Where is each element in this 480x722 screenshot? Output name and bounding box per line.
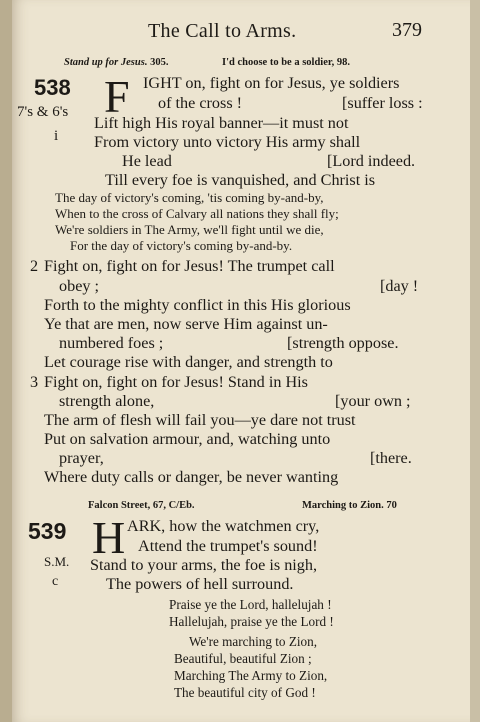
verse-3-line-2: strength alone, bbox=[59, 392, 155, 410]
hymn-539-chorus-4: The beautiful city of God ! bbox=[174, 685, 316, 700]
hymn-538-line-5-overflow: [Lord indeed. bbox=[327, 152, 416, 170]
verse-2-line-6: Let courage rise with danger, and strength to bbox=[44, 353, 333, 371]
hymn-539-line-3: Stand to your arms, the foe is nigh, bbox=[90, 556, 318, 574]
hymn-539-line-2: Attend the trumpet's sound! bbox=[138, 537, 318, 555]
hymn-539-line-4: The powers of hell surround. bbox=[106, 575, 294, 593]
hymn-538-marker: i bbox=[54, 128, 59, 144]
verse-3-line-1: Fight on, fight on for Jesus! Stand in His bbox=[44, 373, 308, 391]
verse-2-line-2: obey ; bbox=[59, 277, 100, 295]
hymn-538-line-3: Lift high His royal banner—it must not bbox=[94, 114, 349, 132]
hymnbook-page bbox=[12, 0, 470, 722]
verse-2-line-1: Fight on, fight on for Jesus! The trumpet call bbox=[44, 257, 335, 275]
hymn-539-dropcap: H bbox=[92, 512, 126, 563]
hymn-538-chorus-2: When to the cross of Calvary all nations they shall fly; bbox=[55, 206, 339, 221]
verse-3-line-2-overflow: [your own ; bbox=[335, 392, 411, 410]
book-gutter bbox=[0, 0, 12, 722]
cross-reference-left-number: 305. bbox=[150, 57, 169, 68]
hymn-539-meter: S.M. bbox=[44, 554, 70, 569]
running-title: The Call to Arms. bbox=[148, 20, 297, 42]
hymn-539-refrain-1: Praise ye the Lord, hallelujah ! bbox=[169, 597, 332, 612]
hymn-538-meter: 7's & 6's bbox=[17, 104, 69, 120]
hymn-538-line-2: of the cross ! bbox=[158, 94, 243, 112]
verse-3-line-4: Put on salvation armour, and, watching unto bbox=[44, 430, 331, 448]
hymn-538-line-2-overflow: [suffer loss : bbox=[342, 94, 423, 112]
hymn-538-dropcap: F bbox=[104, 71, 130, 122]
hymn-539-line-1: ARK, how the watchmen cry, bbox=[127, 517, 320, 535]
hymn-539-chorus-2: Beautiful, beautiful Zion ; bbox=[174, 651, 312, 666]
verse-2-line-2-overflow: [day ! bbox=[380, 277, 419, 295]
hymn-538-line-1: IGHT on, fight on for Jesus, ye soldiers bbox=[143, 74, 400, 92]
hymn-538-line-6: Till every foe is vanquished, and Christ is bbox=[105, 171, 376, 189]
hymn-538-chorus-3: We're soldiers in The Army, we'll fight until we die, bbox=[55, 222, 324, 237]
hymn-538-chorus-4: For the day of victory's coming by-and-by. bbox=[70, 238, 293, 253]
hymn-539-refrain-2: Hallelujah, praise ye the Lord ! bbox=[169, 614, 334, 629]
verse-3-line-5: prayer, bbox=[59, 449, 104, 467]
hymn-number-539: 539 bbox=[28, 518, 67, 544]
verse-3-line-3: The arm of flesh will fail you—ye dare not trust bbox=[44, 411, 356, 429]
cross-reference-left-title: Stand up for Jesus. bbox=[64, 57, 148, 68]
hymn-539-chorus-3: Marching The Army to Zion, bbox=[174, 668, 328, 683]
cross-reference-left bbox=[64, 57, 168, 68]
hymn-539-marker: c bbox=[52, 574, 59, 589]
hymn-539-chorus-1: We're marching to Zion, bbox=[189, 634, 318, 649]
verse-3-number: 3 bbox=[30, 373, 39, 391]
verse-2-line-5-overflow: [strength oppose. bbox=[287, 334, 399, 352]
verse-2-number: 2 bbox=[30, 257, 39, 275]
hymn-number-538: 538 bbox=[34, 75, 71, 100]
tune-reference-left: Falcon Street, 67, C/Eb. bbox=[88, 500, 195, 511]
hymn-538-chorus-1: The day of victory's coming, 'tis coming by-and-by, bbox=[55, 190, 324, 205]
page-number: 379 bbox=[392, 19, 422, 41]
verse-3-line-5-overflow: [there. bbox=[370, 449, 412, 467]
verse-3-line-6: Where duty calls or danger, be never wanting bbox=[44, 468, 339, 486]
cross-reference-right: I'd choose to be a soldier, 98. bbox=[222, 57, 350, 68]
verse-2-line-3: Forth to the mighty conflict in this His glorious bbox=[44, 296, 351, 314]
verse-2-line-5: numbered foes ; bbox=[59, 334, 164, 352]
hymn-538-line-4: From victory unto victory His army shall bbox=[94, 133, 361, 151]
hymn-538-line-5: He lead bbox=[122, 152, 172, 170]
verse-2-line-4: Ye that are men, now serve Him against un- bbox=[44, 315, 328, 333]
tune-reference-right: Marching to Zion. 70 bbox=[302, 500, 397, 511]
